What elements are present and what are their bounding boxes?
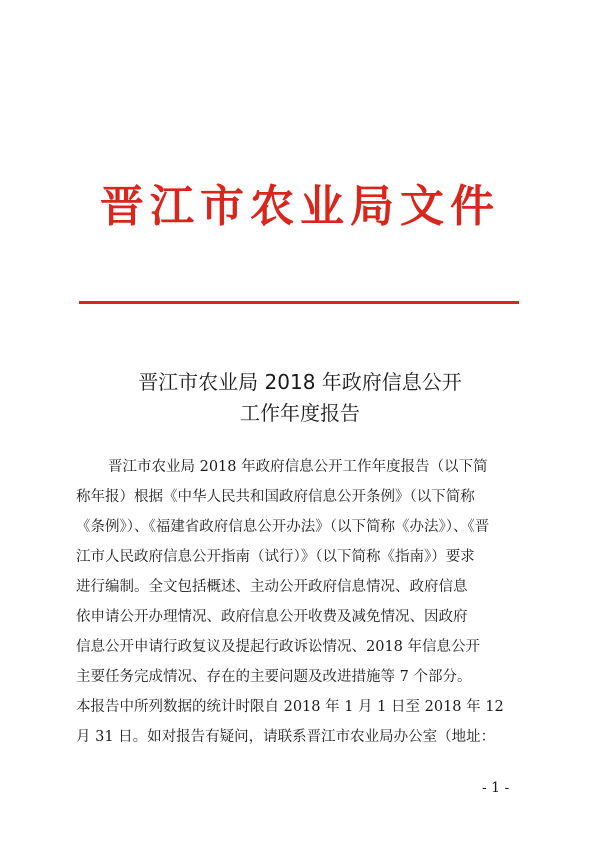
body-line: 进行编制。全文包括概述、主动公开政府信息情况、政府信息 bbox=[76, 579, 468, 595]
body-line: 依申请公开办理情况、政府信息公开收费及减免情况、因政府 bbox=[76, 609, 468, 625]
body-line: 晋江市农业局 2018 年政府信息公开工作年度报告（以下简 bbox=[108, 459, 488, 475]
body-line: 《条例》）、《福建省政府信息公开办法》（以下简称《办法》）、《晋 bbox=[76, 519, 490, 535]
body-line: 本报告中所列数据的统计时限自 2018 年 1 月 1 日至 2018 年 12 bbox=[76, 699, 504, 715]
red-divider-line bbox=[79, 301, 519, 304]
body-line: 称年报）根据《中华人民共和国政府信息公开条例》（以下简称 bbox=[76, 489, 475, 505]
body-line: 主要任务完成情况、存在的主要问题及改进措施等 7 个部分。 bbox=[76, 669, 472, 685]
document-masthead: 晋江市农业局文件 bbox=[100, 181, 500, 232]
document-title-line-2: 工作年度报告 bbox=[240, 401, 360, 425]
document-title-line-1: 晋江市农业局 2018 年政府信息公开 bbox=[138, 370, 462, 394]
body-line: 信息公开申请行政复议及提起行政诉讼情况、2018 年信息公开 bbox=[76, 639, 481, 655]
body-line: 江市人民政府信息公开指南（试行）》（以下简称《指南》）要求 bbox=[76, 549, 475, 565]
page-number: - 1 - bbox=[482, 780, 510, 796]
body-line: 月 31 日。如对报告有疑问，请联系晋江市农业局办公室（地址： bbox=[76, 729, 496, 745]
